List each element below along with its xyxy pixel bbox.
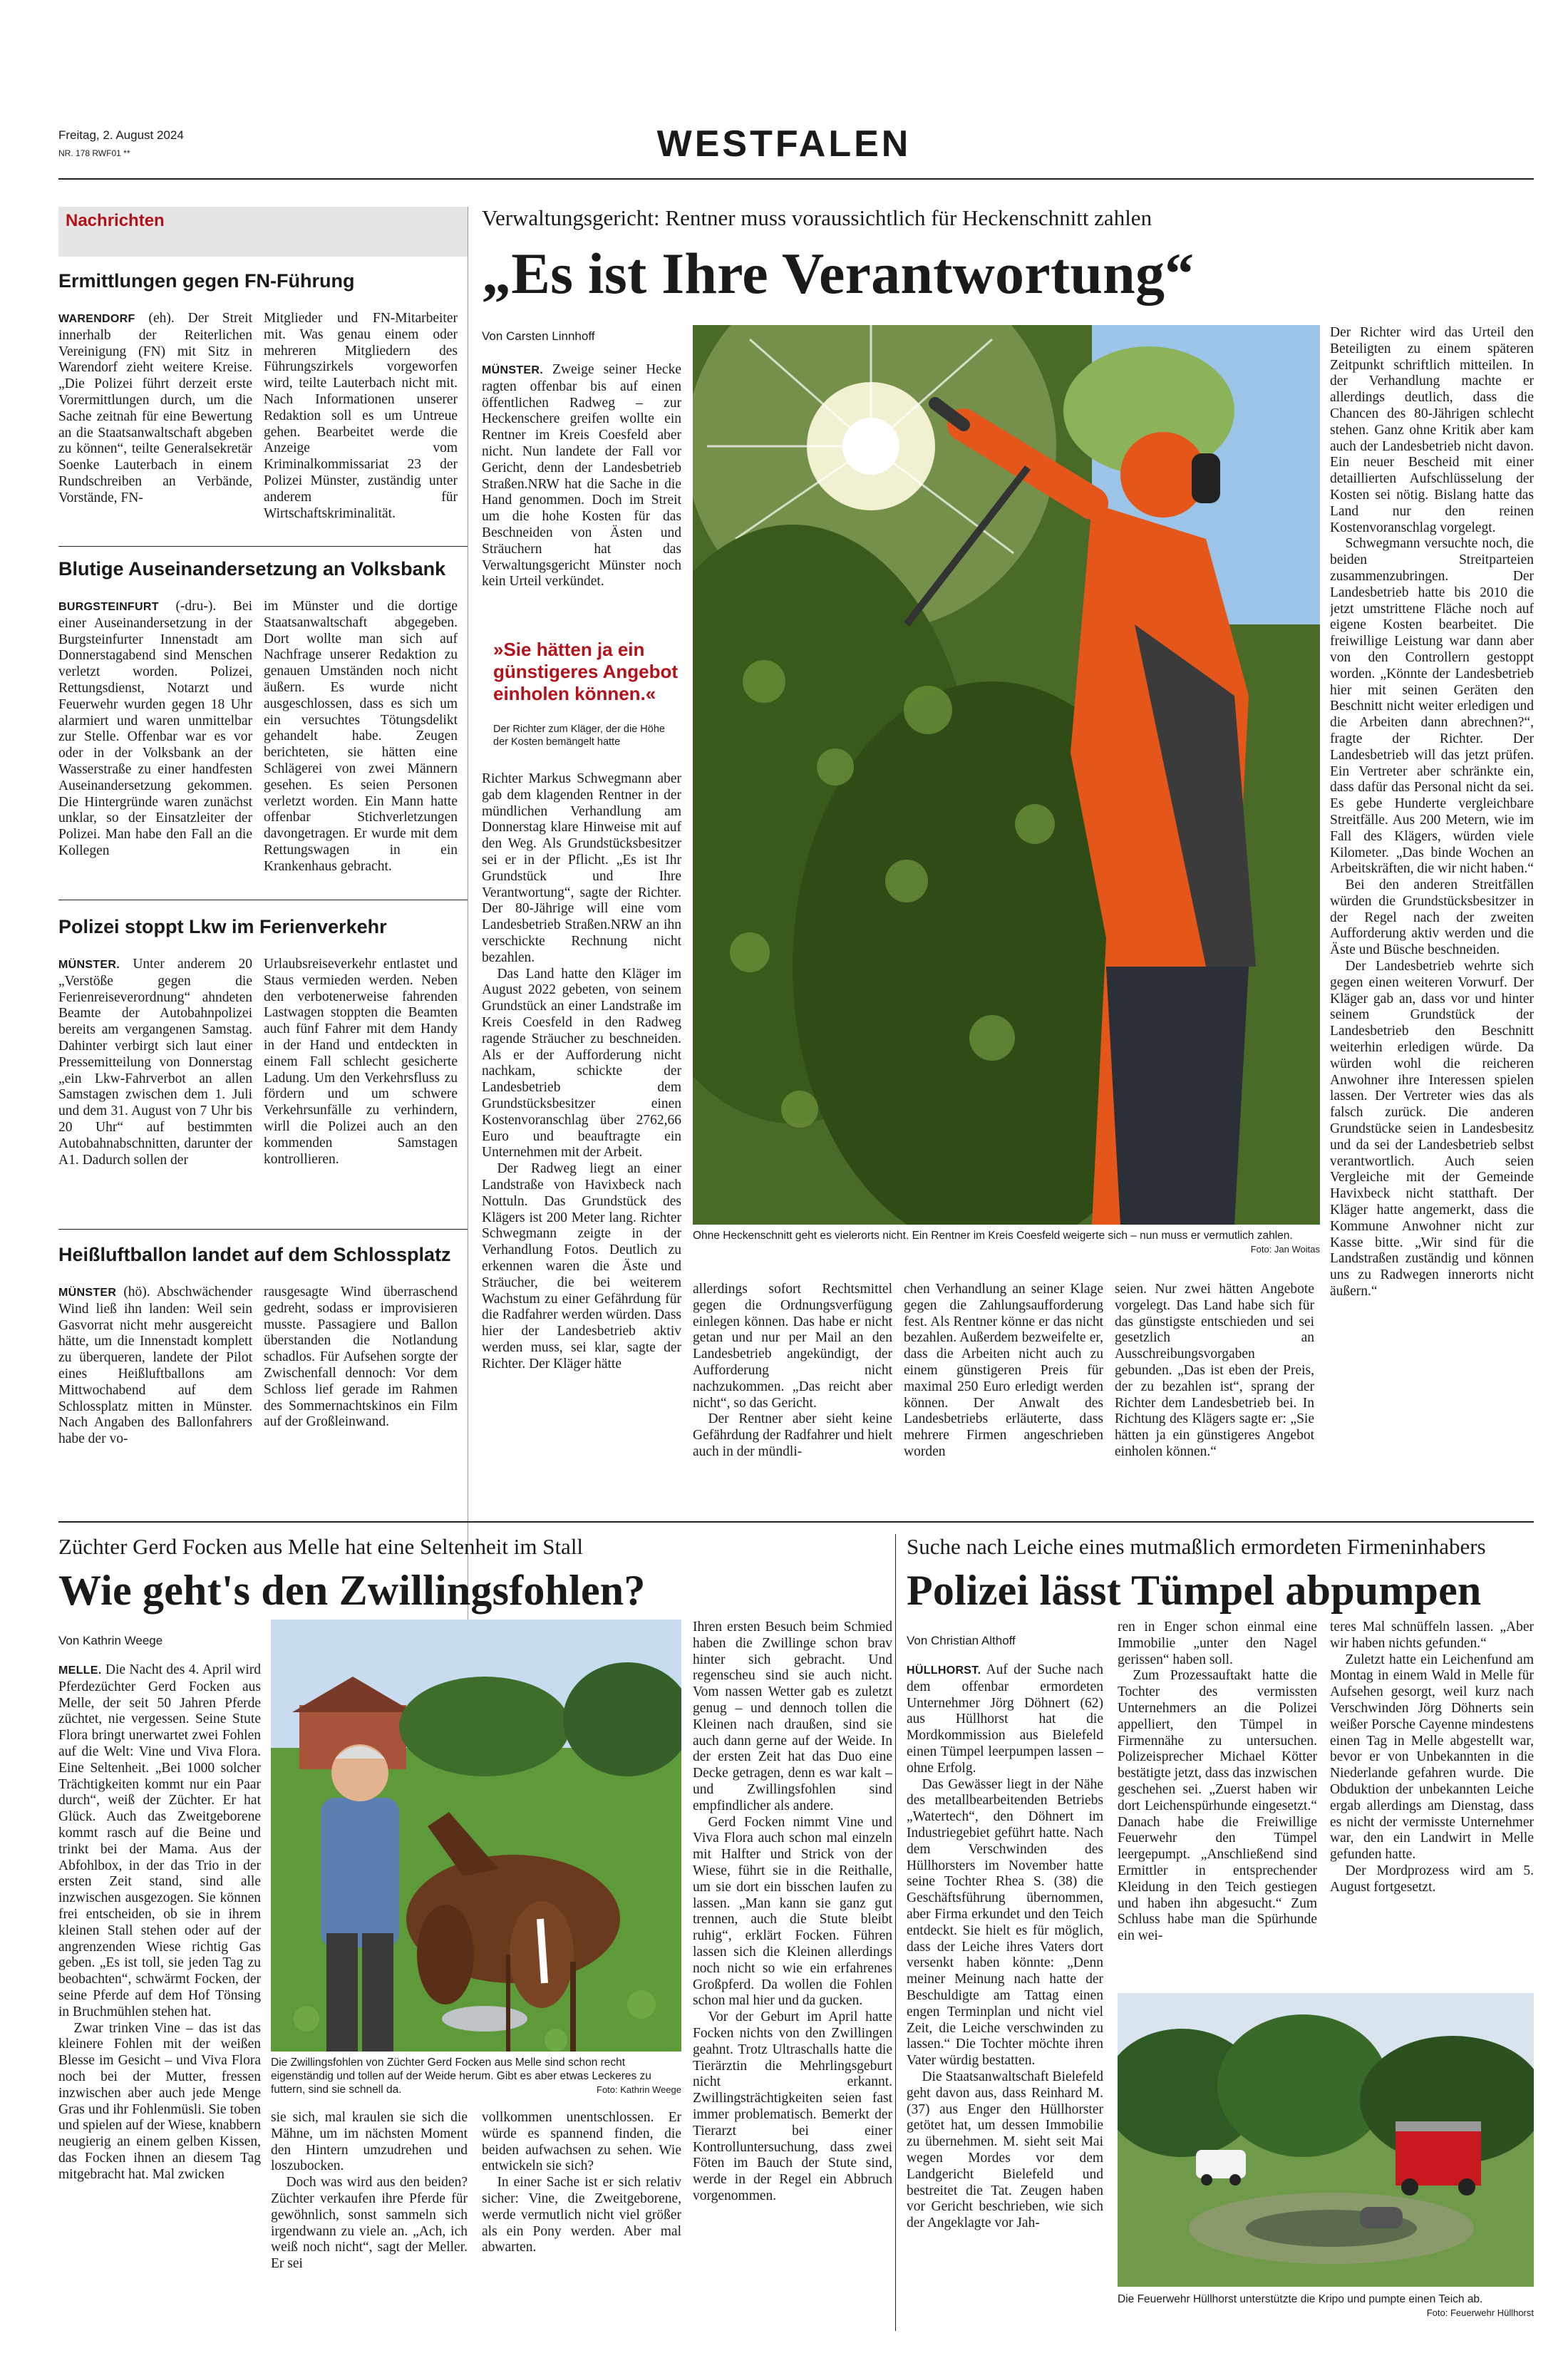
hedge-trimming-illustration [693,325,1320,1225]
story3-text-col3: teres Mal schnüffeln lassen. „Aber wir haben nichts gefunden.“ Zuletzt hatte ein Leichenfund am Montag in einem Wald in Melle für Aufsehen gesorgt, weil kurz nach Verschwinden Jörg Döhnerts sein weißer Porsche Cayenne mindestens einen Tag in Melle abgestellt war, bevor er von Unbekannten in die Niederlande gefahren wurde. Die Obduktion der unbekannten Leiche ergab allerdings am Dienstag, dass es nicht der vermisste Unternehmer war, den ein Landwirt in Melle gefunden hatte. Der Mordprozess wird am 5. August fortgesetzt. [1330,1620,1534,1895]
story2-text-col2: sie sich, mal kraulen sie sich die Mähne, um im nächsten Moment den Hintern umzudrehen und loszubocken. Doch was wird aus den beiden? Züchter verkaufen ihre Pferde für gewöhnlich, sonst sammeln sich irgendwann zu viele an. „Ach, ich weiß noch nicht“, sagt der Meller. Er sei [271,2110,468,2272]
story3-caption: Die Feuerwehr Hüllhorst unterstützte die Kripo und pumpte einen Teich ab. Foto: Feuerwehr Hüllhorst [1118,2293,1534,2318]
header-edition: NR. 178 RWF01 ** [58,148,130,158]
news-headline: Ermittlungen gegen FN-Führung [58,270,355,292]
foals-photo [271,1620,681,2052]
lead-text-col2: allerdings sofort Rechtsmittel gegen die Ordnungsverfügung einlegen können. Das habe er nicht getan und nur per Mail an den Landesbetrieb angekündigt, der Aufforderung nicht nachzukommen. „Das reicht aber nicht“, so das Gericht. Der Rentner aber sieht keine Gefährdung der Radfahrer und hielt auch in der mündli- [693,1282,892,1459]
lead-caption: Ohne Heckenschnitt geht es vielerorts nicht. Ein Rentner im Kreis Coesfeld weigerte sich – nun muss er vermutlich zahlen. Foto: Jan Woitas [693,1230,1320,1255]
story3-text-col2: ren in Enger schon einmal eine Immobilie „unter den Nagel gerissen“ haben soll. Zum Prozessauftakt hatte die Tochter des vermissten Unternehmers an die Polizei appelliert, den Tümpel in Firmennähe zu untersuchen. Polizeisprecher Michael Kötter bestätigte jetzt, dass das inzwischen geschehen sei. „Zuerst haben wir dort Leichenspürhunde eingesetzt.“ Danach habe die Freiwillige Feuerwehr den Tümpel leergepumpt. „Anschließend sind Ermittler in entsprechender Kleidung in den Teich gestiegen und haben ihn abgesucht.“ Zum Schluss habe man die Spürhunde ein wei- [1118,1620,1317,1944]
lead-headline: „Es ist Ihre Verantwortung“ [482,241,1195,306]
lead-text-col1: Richter Markus Schwegmann aber gab dem klagenden Rentner in der mündlichen Verhandlung am Donnerstag klare Hinweise mit auf den Weg. Als Grundstücksbesitzer sei er in der Pflicht. „Es ist Ihr Grundstück und Ihre Verantwortung“, sagte der Richter. Der 80-Jährige will eine vom Landesbetrieb Straßen.NRW an ihn verschickte Rechnung nicht bezahlen. Das Land hatte den Kläger im August 2022 gebeten, von seinem Grundstück an einer Landstraße im Kreis Coesfeld in den Radweg ragende Sträucher zu beschneiden. Als er der Aufforderung nicht nachkam, schickte der Landesbetrieb dem Grundstücksbesitzer einen Kostenvoranschlag über 2762,66 Euro und beauftragte ein Unternehmen mit der Arbeit. Der Radweg liegt an einer Landstraße von Havixbeck nach Nottuln. Das Grundstück des Klägers ist 200 Meter lang. Richter Schwegmann zeigte in der Verhandlung Fotos. Deutlich zu erkennen waren die Äste und Sträucher, die bei weiterem Wachstum zu einer Gefährdung für die Radfahrer werden würden. Dass hier der Landesbetrieb aktiv werden muss, sei klar, sagte der Richter. Der Kläger hätte [482,771,681,1371]
photo-credit: Foto: Feuerwehr Hüllhorst [1426,2307,1534,2318]
story2-text-col3: vollkommen unentschlossen. Er würde es spannend finden, die beiden aufwachsen zu sehen. Wie entwickeln sie sich? In einer Sache ist er sich relativ sicher: Vine, die Zweitgeborene, werde vermutlich nicht viel größer als ein Pony werden. Aber mal abwarten. [482,2110,681,2255]
story2-text-col1: MELLE. Die Nacht des 4. April wird Pferdezüchter Gerd Focken aus Melle, der seit 50 Jahren Pferde züchtet, nie vergessen. Seine Stute Flora bringt unerwartet zwei Fohlen auf die Welt: Vine und Viva Flora. Eine Seltenheit. „Bei 1000 solcher Trächtigkeiten kommt nur ein Paar durch“, weiß der Züchter. Er hat Glück. Auch das Zweitgeborene kommt rasch auf die Beine und trinkt bei der Mama. Aus der Abfohlbox, in der das Trio in der ersten Zeit stand, sind alle inzwischen ausgezogen. Sie können frei entscheiden, ob sie in ihrem kleinen Stall stehen oder auf der angrenzenden Wiese richtig Gas geben. „Es ist toll, sie jeden Tag zu beobachten“, schwärmt Focken, der seine Pferde auf dem Hof Tönsing in Bruchmühlen stehen hat. Zwar trinken Vine – das ist das kleinere Fohlen mit der weißen Blesse im Gesicht – und Viva Flora noch bei der Mutter, fressen inzwischen aber auch jede Menge Gras und ihr Fohlenmüsli. Sie toben und spielen auf der Wiese, knabbern neugierig an einem gelben Kissen, das Focken ihnen an diesem Tag mitgebracht hat. Mal zwicken [58,1662,261,2182]
header-date: Freitag, 2. August 2024 [58,128,184,142]
story-divider [895,1534,896,2331]
divider [58,1229,468,1230]
lead-text-col5: Der Richter wird das Urteil den Beteiligten zu einem späteren Zeitpunkt schriftlich mitteilen. In der Verhandlung machte er allerdings deutlich, dass die Chancen des 80-Jährigen schlecht stehen. Ganz ohne Kritik aber kam auch der Landesbetrieb nicht davon. Ein neuer Bescheid mit einer detaillierten Aufschlüsselung der Kosten sei nötig. Bislang hatte das Land nur den reinen Kostenvoranschlag vorgelegt. Schwegmann versuchte noch, die beiden Streitparteien zusammenzubringen. Der Landesbetrieb hatte bis 2010 die jetzt umstrittene Fläche noch auf eigene Kosten bearbeitet. Die freiwillige Leistung war dann aber von den Controllern gestoppt worden. „Könnte der Landesbetrieb hier mit seinen Geräten den Beschnitt nicht weiter erledigen und die Arbeiten dann abrechnen?“, fragte der Richter. Der Landesbetrieb will das jetzt prüfen. Ein Vertreter aber schränkte ein, dass dafür das Personal nicht da sei. Es gebe Hunderte vergleichbare Streitfälle. Aus 200 Metern, wie im Fall des Klägers, würden viele Kilometer. „Das binde Wochen an Arbeitskräften, die wir nicht haben.“ Bei den anderen Streitfällen würden die Grundstücksbesitzer in der Regel nach der zweiten Aufforderung aktiv werden und die Äste und Büsche beschneiden. Der Landesbetrieb wehrte sich gegen einen weiteren Vorwurf. Der Kläger gab an, dass vor und hinter seinem Grundstück der Landesbetrieb den Beschnitt weiterhin erledigen würde. Da würden wohl die reicheren Anwohner ihre Interessen spielen lassen. Der Vertreter wies das als falsch zurück. Die anderen Grundstücke seien in Landesbesitz und da sei der Landesbetrieb selbst verantwortlich. Auch seien Vergleiche mit der Gemeinde Havixbeck nicht statthaft. Der Kläger hatte angemerkt, dass die Kommune Anwohner nicht zur Kasse bitte. „Wir sind für die Landstraßen zuständig und können uns zu Radwegen innerorts nicht äußern.“ [1330,325,1534,1299]
pond-photo [1118,1993,1534,2287]
news-text: Mitglieder und FN-Mitarbeiter mit. Was genau einem oder mehreren Mitgliedern des Führungszirkels vorgeworfen wird, teilte Lauterbach nicht mit. Nach Informationen unserer Redaktion soll es um Untreue gehen. Bearbeitet werde die Anzeige vom Kriminalkommissariat 23 der Polizei Münster, zuständig unter anderem für Wirtschaftskriminalität. [264,311,458,521]
section-title: WESTFALEN [656,123,912,165]
news-headline: Blutige Auseinandersetzung an Volksbank [58,558,446,580]
news-headline: Heißluftballon landet auf dem Schlossplatz [58,1244,451,1265]
lead-text-col3: chen Verhandlung an seiner Klage gegen die Zahlungsaufforderung fest. Als Rentner könne er das nicht bezahlen. Außerdem bezweifelte er, dass die Arbeiten nicht auch zu einem günstigeren Preis für maximal 250 Euro erledigt werden können. Der Anwalt des Landesbetriebs erläuterte, dass mehrere Firmen angeschrieben worden [904,1282,1103,1459]
pond-illustration [1118,1993,1534,2287]
hedge-photo [693,325,1320,1225]
news-text: WARENDORF (eh). Der Streit innerhalb der Reiterlichen Vereinigung (FN) mit Sitz in Warendorf zieht weitere Kreise. „Die Polizei führt derzeit erste Vorermittlungen durch, um die Sache zeitnah für eine Bewertung an die Staatsanwaltschaft abgeben zu können“, teilte Generalsekretär Soenke Lauterbach in einem Rundschreiben an Verbände, Vorstände, FN- [58,311,252,505]
page-divider [58,1521,1534,1523]
news-text: MÜNSTER. Unter anderem 20 „Verstöße gegen die Ferienreiseverordnung“ ahndeten Beamte der Autobahnpolizei bereits am vergangenen Samstag. Dahinter verbirgt sich laut einer Pressemitteilung von Donnerstag „ein Lkw-Fahrverbot an allen Samstagen zwischen dem 1. Juli und dem 31. August von 7 Uhr bis 20 Uhr“ auf bestimmten Autobahnabschnitten, darunter der A1. Dadurch sollen der [58,957,252,1168]
photo-credit: Foto: Jan Woitas [1250,1244,1320,1255]
news-headline: Polizei stoppt Lkw im Ferienverkehr [58,916,387,937]
story2-kicker: Züchter Gerd Focken aus Melle hat eine Seltenheit im Stall [58,1534,584,1559]
story2-text-col4: Ihren ersten Besuch beim Schmied haben die Zwillinge schon brav hinter sich gebracht. Und regenscheu sind sie auch nicht. Vom nassen Wetter gab es zuletzt genug – und dennoch tollen die Kleinen nach draußen, sind sie auch dann gerne auf der Weide. In der ersten Zeit hat das Duo eine Decke getragen, denn es war kalt – und Zwillingsfohlen sind empfindlicher als andere. Gerd Focken nimmt Vine und Viva Flora auch schon mal einzeln mit Halfter und Strick von der Wiese, führt sie in die Reithalle, um sie dort ein bisschen laufen zu lassen. „Man kann sie ganz gut trennen, auch die Stute bleibt ruhig“, erklärt Focken. Führen lassen sich die Kleinen allerdings noch nicht so wie ein erfahrenes Großpferd. Da wollen die Fohlen schon mal hier und da gucken. Vor der Geburt im April hatte Focken nichts von den Zwillingen geahnt. Trotz Ultraschalls hatte die Tierärztin die Mehrlingsgeburt nicht erkannt. Zwillingsträchtigkeiten seien fast immer problematisch. Bemerkt der Tierarzt bei einer Kontrolluntersuchung, dass zwei Föten im Bauch der Stute sind, werde in der Regel ein Abbruch vorgenommen. [693,1620,892,2203]
story2-caption: Die Zwillingsfohlen von Züchter Gerd Focken aus Melle sind schon recht eigenständig und tollen auf der Weide herum. Gibt es aber etwas Leckeres zu futtern, sind sie schnell da. Foto: Kathrin Weege [271,2057,681,2096]
story3-byline: Von Christian Althoff [907,1634,1016,1647]
story3-kicker: Suche nach Leiche eines mutmaßlich ermordeten Firmeninhabers [907,1534,1486,1559]
lead-intro: MÜNSTER. Zweige seiner Hecke ragten offenbar bis auf einen öffentlichen Radweg – zur Heckenschere greifen wollte ein Rentner im Kreis Coesfeld aber nicht. Nun landete der Fall vor Gericht, denn der Landesbetrieb Straßen.NRW hat die Sache in die Hand genommen. Doch im Streit um die hohe Kosten für das Beschneiden von Ästen und Sträuchern hat das Verwaltungsgericht Münster noch kein Urteil verkündet. [482,362,681,590]
foals-illustration [271,1620,681,2052]
news-text: BURGSTEINFURT (-dru-). Bei einer Auseinandersetzung in der Burgsteinfurter Innenstadt am Donnerstagabend sind Menschen verletzt worden. Polizei, Rettungsdienst, Notarzt und Feuerwehr wurden gegen 18 Uhr alarmiert und waren unmittelbar zur Stelle. Offenbar war es vor oder in der Volksbank an der Wasserstraße zu einer handfesten Auseinandersetzung gekommen. Die Hintergründe waren zunächst unklar, so der Einsatzleiter der Polizei. Man habe den Fall an die Kollegen [58,599,252,858]
sidebar-title-box [58,207,468,257]
story3-headline: Polizei lässt Tümpel abpumpen [907,1567,1482,1614]
news-text: rausgesagte Wind überraschend gedreht, sodass er improvisieren musste. Passagiere und Ballon überstanden die Notlandung schadlos. Für Aufsehen sorgte der Zwischenfall dennoch: Vor dem Schloss lief gerade im Rahmen des Sommernachtskinos ein Film auf der Großleinwand. [264,1285,458,1430]
lead-text-col4: seien. Nur zwei hätten Angebote vorgelegt. Das Land habe sich für das günstigste entschieden und sei gesetzlich an Ausschreibungsvorgaben gebunden. „Das ist eben der Preis, der zu bezahlen ist“, sprang der Richter dem Landesbetrieb bei. In Richtung des Klägers sagte er: „Sie hätten ja ein günstigeres Angebot einholen können.“ [1115,1282,1314,1459]
news-text: MÜNSTER (hö). Abschwächender Wind ließ ihn landen: Weil sein Gasvorrat nicht mehr ausgereicht hätte, um die Innenstadt komplett zu überqueren, landete der Pilot eines Heißluftballons am Mittwochabend auf dem Schlossplatz mitten in Münster. Nach Angaben des Ballonfahrers habe der vo- [58,1285,252,1447]
story2-headline: Wie geht's den Zwillingsfohlen? [58,1567,646,1614]
story3-text-col1: HÜLLHORST. Auf der Suche nach dem offenbar ermordeten Unternehmer Jörg Döhnert (62) aus Hüllhorst hat die Mordkommission aus Bielefeld einen Tümpel leerpumpen lassen – ohne Erfolg. Das Gewässer liegt in der Nähe des metallbearbeitenden Betriebs „Watertech“, den Döhnert im Industriegebiet geführt hatte. Nach dem Verschwinden des Hüllhorsters im November hatte seine Tochter Rhea S. (38) die Geschäftsführung übernommen, aber Firma erkundet und den Teich entdeckt. Sie hielt es für möglich, dass der Leiche ihres Vaters dort versenkt haben könnte: „Denn meiner Meinung nach hatte der Beschuldigte am Tattag einen engen Terminplan und nicht viel Zeit, die Leiche verschwinden zu lassen.“ Die Tochter möchte ihren Vater würdig bestatten. Die Staatsanwaltschaft Bielefeld geht davon aus, dass Reinhard M. (37) aus Enger den Hüllhorster getötet hat, um dessen Immobilie zu übernehmen. M. sieht seit Mai wegen Mordes vor dem Landgericht Bielefeld und bestreitet die Tat. Zeugen haben vor Gericht beschrieben, wie sich der Angeklagte vor Jah- [907,1662,1103,2231]
lead-byline: Von Carsten Linnhoff [482,329,595,343]
news-text: im Münster und die dortige Staatsanwaltschaft abgegeben. Dort wollte man sich auf Nachfrage unserer Redaktion zu genauen Umständen noch nicht äußern. Es wurde nicht ausgeschlossen, dass es sich um ein versuchtes Tötungsdelikt gehandelt habe. Zeugen berichteten, sie hätten eine Schlägerei von zwei Männern gesehen. Es seien Personen verletzt worden. Ein Mann hatte offenbar Stichverletzungen davongetragen. Er wurde mit dem Rettungswagen in ein Krankenhaus gebracht. [264,599,458,874]
news-text: Urlaubsreiseverkehr entlastet und Staus vermieden werden. Neben den verbotenerweise fahrenden Lastwagen stoppten die Beamten auch fünf Fahrer mit dem Handy in der Hand und entdeckten in einem Fall schlecht gesicherte Ladung. Um den Verkehrsfluss zu fördern und um schwere Verkehrsunfälle zu verhindern, wirll die Polizei auch an den kommenden Samstagen kontrollieren. [264,957,458,1167]
header-rule [58,178,1534,180]
pull-quote: »Sie hätten ja ein günstigeres Angebot einholen können.« [493,639,679,704]
photo-credit: Foto: Kathrin Weege [597,2084,681,2095]
divider [58,546,468,547]
pull-quote-source: Der Richter zum Kläger, der die Höhe der Kosten bemängelt hatte [493,724,665,748]
story2-byline: Von Kathrin Weege [58,1634,163,1647]
sidebar-title: Nachrichten [66,211,165,230]
lead-kicker: Verwaltungsgericht: Rentner muss voraussichtlich für Heckenschnitt zahlen [482,205,1152,230]
